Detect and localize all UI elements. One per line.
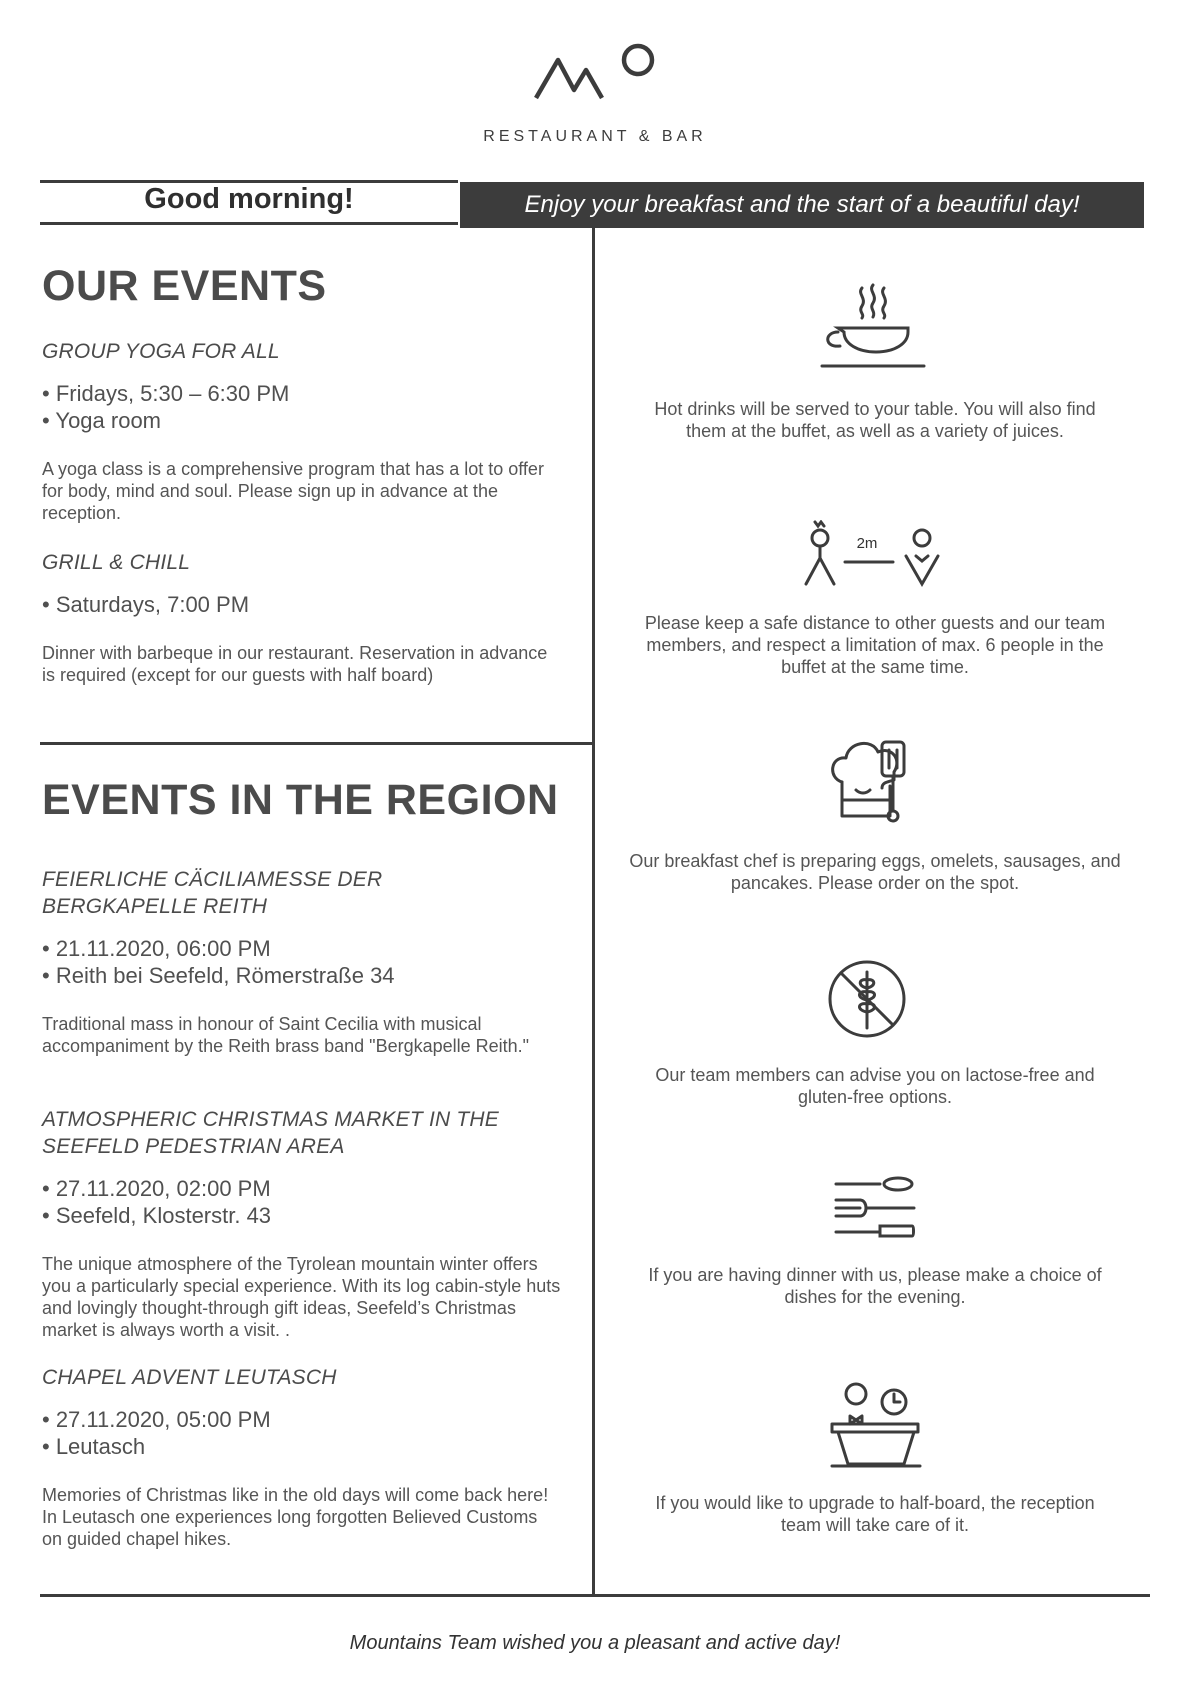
section-divider — [40, 742, 592, 745]
event-location: • Leutasch — [42, 1434, 146, 1459]
event-location: • Yoga room — [42, 408, 162, 433]
column-divider — [592, 228, 595, 1596]
event-title-line: SEEFELD PEDESTRIAN AREA — [42, 1135, 345, 1158]
distance-icon — [802, 520, 952, 590]
event-time: • Fridays, 5:30 – 6:30 PM — [42, 381, 290, 406]
event-title-line: FEIERLICHE CÄCILIAMESSE DER — [42, 868, 383, 891]
mountain-logo-icon — [530, 40, 660, 110]
info-text: Hot drinks will be served to your table. You will also find them at the buffet, as well as a variety of juices. — [654, 399, 1096, 441]
footer-rule — [40, 1594, 1150, 1597]
event-date: • 21.11.2020, 06:00 PM — [42, 936, 271, 961]
event-title-line: CHAPEL ADVENT LEUTASCH — [42, 1366, 337, 1389]
event-title-line: ATMOSPHERIC CHRISTMAS MARKET IN THE — [42, 1108, 499, 1131]
info-text: If you are having dinner with us, please make a choice of dishes for the evening. — [648, 1265, 1102, 1307]
banner-bottom-rule — [40, 222, 458, 225]
info-text: Please keep a safe distance to other guests and our team members, and respect a limitation of max. 6 people in the buffet at the same time. — [644, 613, 1106, 677]
event-description: Dinner with barbeque in our restaurant. Reservation in advance is required (except for our guests with half board) — [42, 643, 548, 685]
logo — [0, 40, 1190, 115]
logo-subtitle: RESTAURANT & BAR — [483, 128, 707, 145]
event-description: The unique atmosphere of the Tyrolean mountain winter offers you a particularly special experience. With its log cabin-style huts and lovingly thought-through gift ideas, Seefeld’s Christmas market is always worth a visit. . — [42, 1254, 561, 1340]
event-date: • 27.11.2020, 02:00 PM — [42, 1176, 271, 1201]
event-description: Memories of Christmas like in the old days will come back here! In Leutasch one experiences long forgotten Believed Customs on guided chapel hikes. — [42, 1485, 549, 1549]
hot-cup-icon — [820, 280, 930, 370]
event-time: • Saturdays, 7:00 PM — [42, 592, 250, 617]
event-description: Traditional mass in honour of Saint Cecilia with musical accompaniment by the Reith brass band "Bergkapelle Reith." — [42, 1014, 530, 1056]
reception-desk-icon — [828, 1380, 924, 1470]
event-title-line: BERGKAPELLE REITH — [42, 895, 268, 918]
event-location: • Seefeld, Klosterstr. 43 — [42, 1203, 272, 1228]
event-title: GROUP YOGA FOR ALL — [42, 340, 280, 363]
our-events-heading: OUR EVENTS — [42, 262, 327, 310]
event-date: • 27.11.2020, 05:00 PM — [42, 1407, 271, 1432]
chef-hat-icon — [826, 738, 926, 824]
cutlery-icon — [830, 1176, 920, 1240]
event-location: • Reith bei Seefeld, Römerstraße 34 — [42, 963, 395, 988]
tagline: Enjoy your breakfast and the start of a beautiful day! — [460, 182, 1144, 228]
greeting: Good morning! — [144, 182, 354, 215]
info-text: If you would like to upgrade to half-board, the reception team will take care of it. — [655, 1493, 1095, 1535]
event-description: A yoga class is a comprehensive program that has a lot to offer for body, mind and soul. Please sign up in advance at the reception. — [42, 459, 544, 523]
info-text: Our team members can advise you on lactose-free and gluten-free options. — [655, 1065, 1095, 1107]
event-title: GRILL & CHILL — [42, 551, 191, 574]
region-events-heading: EVENTS IN THE REGION — [42, 776, 559, 824]
info-text: Our breakfast chef is preparing eggs, omelets, sausages, and pancakes. Please order on the spot. — [629, 851, 1121, 893]
distance-label: 2m — [856, 535, 878, 552]
gluten-free-icon — [826, 958, 908, 1040]
footer-text: Mountains Team wished you a pleasant and active day! — [349, 1632, 841, 1654]
